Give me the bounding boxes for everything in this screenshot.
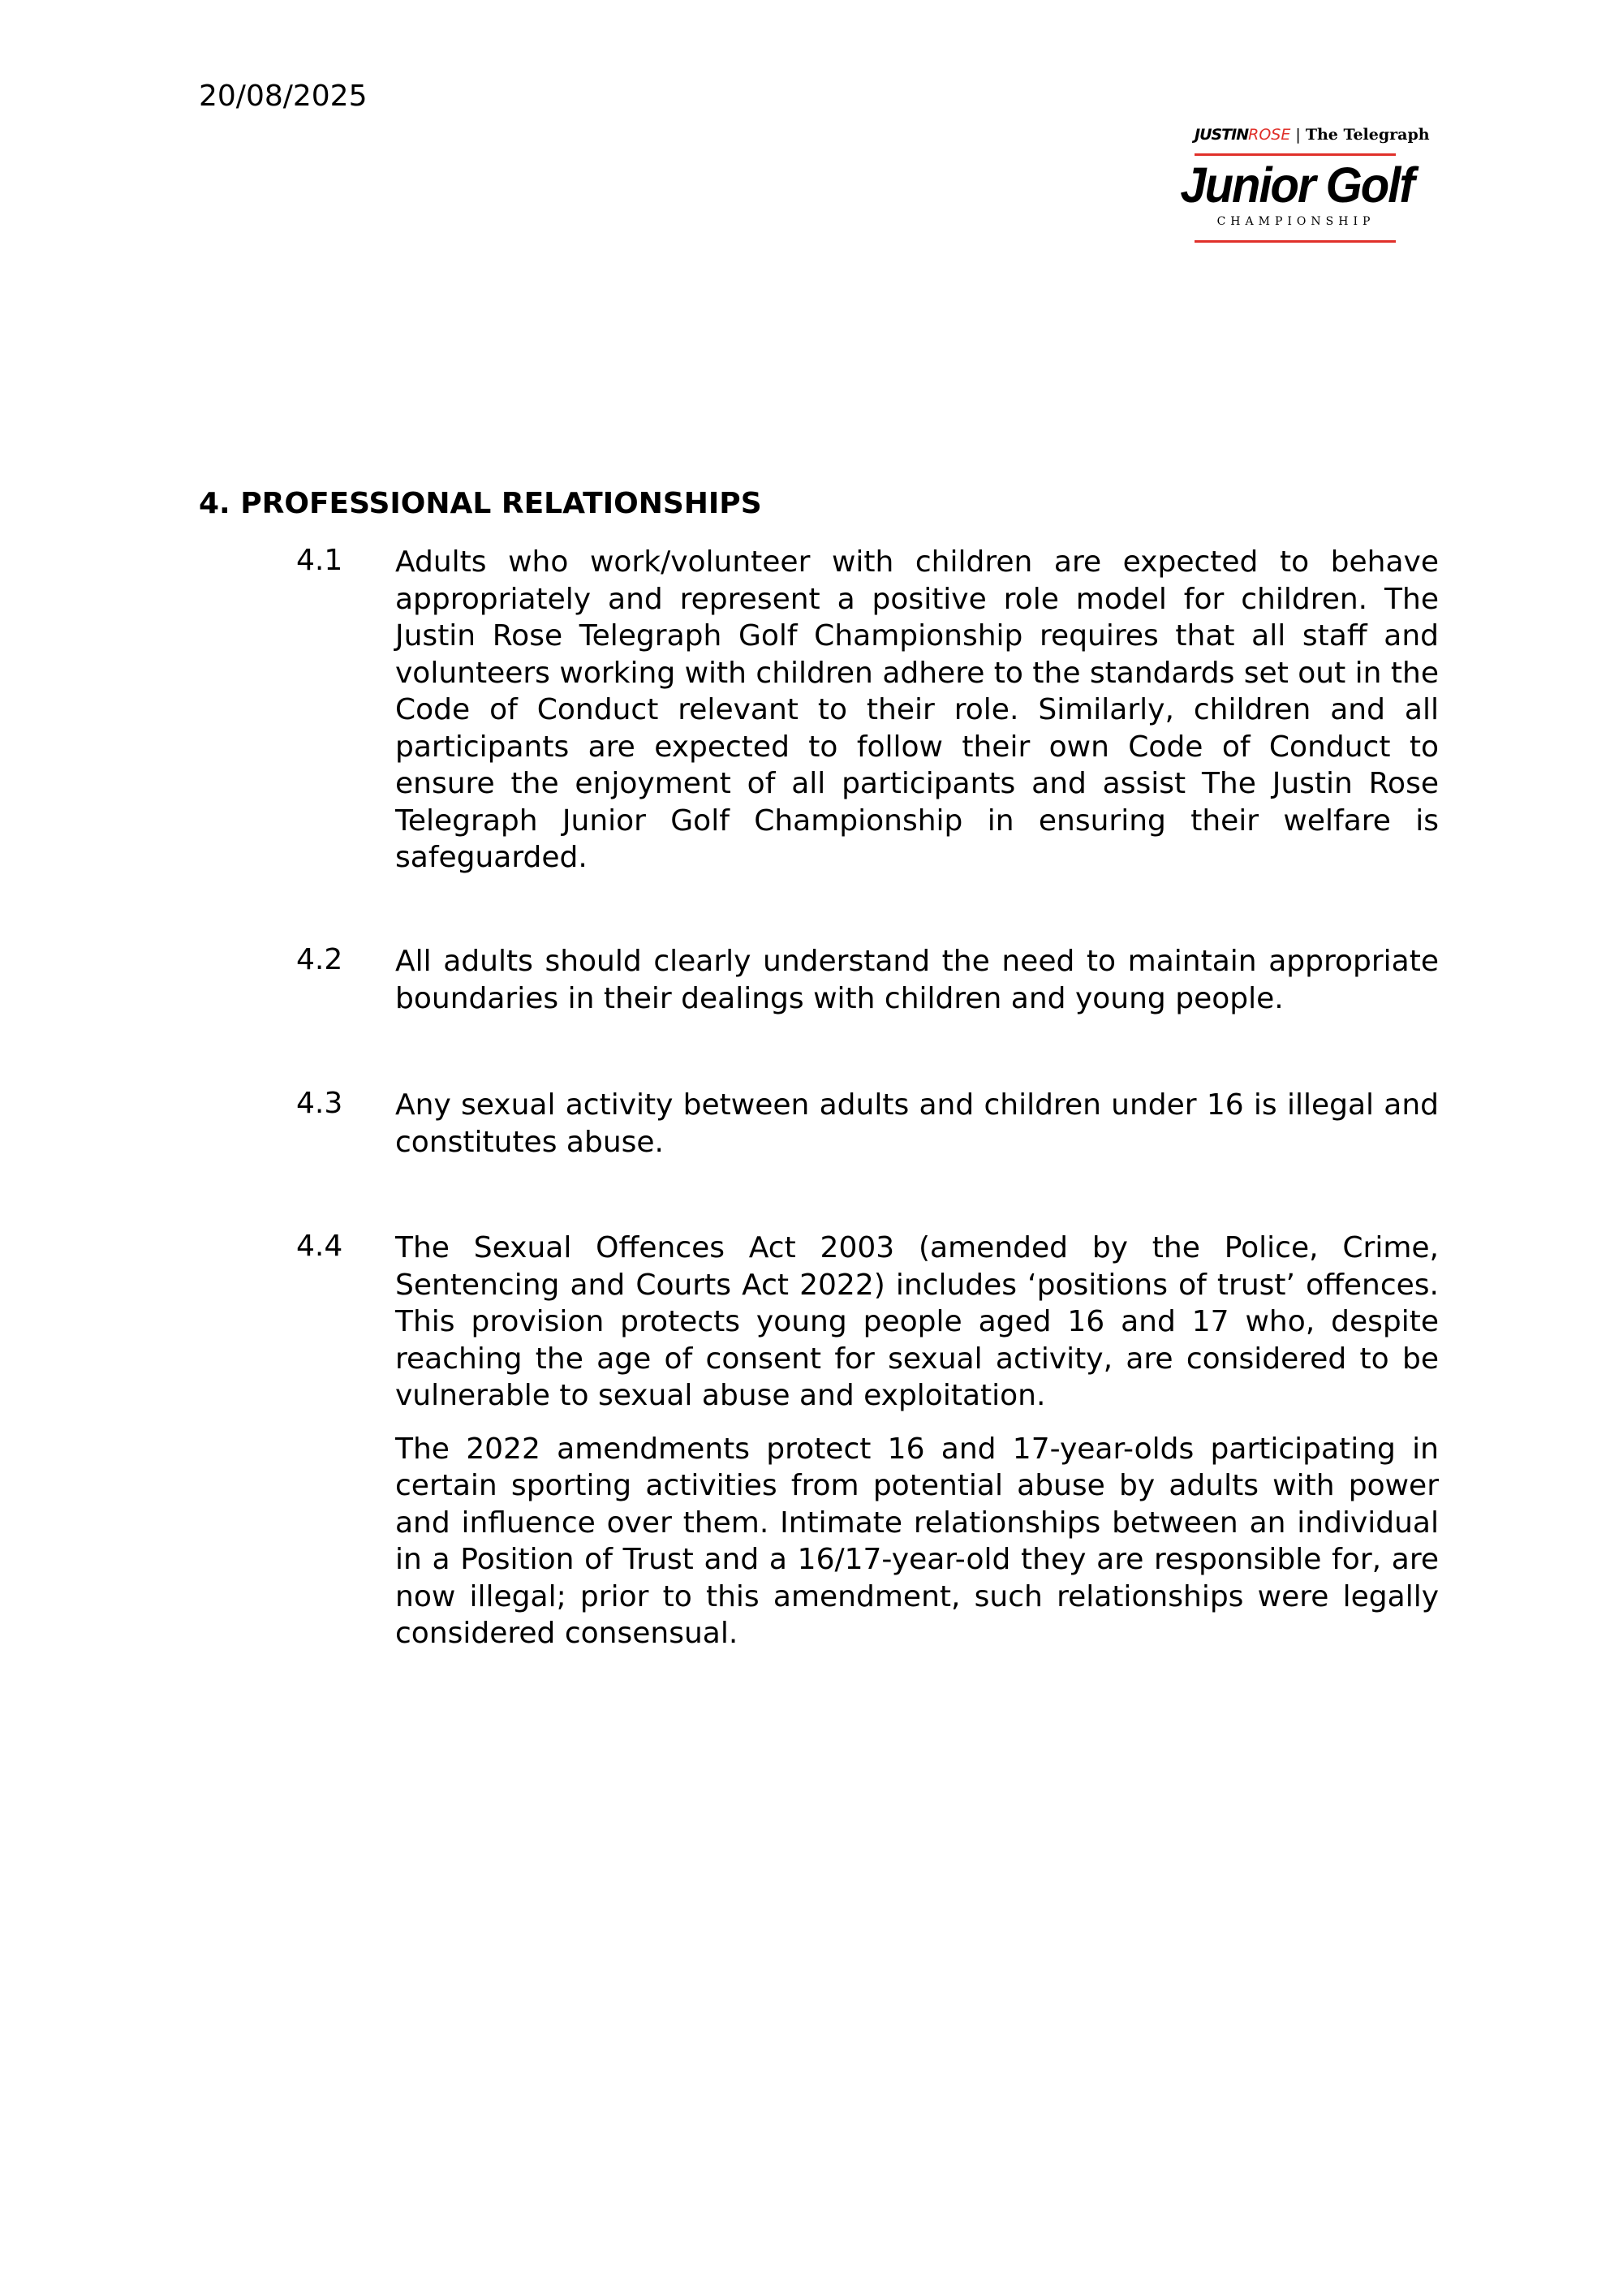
logo-top-rule [1195,153,1396,156]
logo-subtitle: CHAMPIONSHIP [1216,215,1375,228]
clause-text-continued: The 2022 amendments protect 16 and 17-year-olds participating in certain sporting activities from potential abuse by adults with power and influence over them. Intimate relationships between an individual in a Position of Trust and a 16/17-year-old they are responsible for, are now illegal; prior to this amendment, such relationships were legally considered consensual. [395,1432,1439,1650]
logo-separator: | [1295,126,1301,144]
clause-4-2 [296,943,1439,1017]
clause-text: All adults should clearly understand the need to maintain appropriate boundaries in their dealings with children and young people. [395,945,1439,1015]
logo-telegraph-text: The Telegraph [1305,126,1430,144]
logo-sponsors [1195,126,1430,144]
logo-title: Junior Golf [1180,157,1414,213]
clause-number: 4.3 [296,1087,343,1120]
clause-text: The Sexual Offences Act 2003 (amended by the Police, Crime, Sentencing and Courts Act 2022) includes ‘positions of trust’ offences. This provision protects young people aged 16 and 17 who, despite reaching the age of consent for sexual activity, are considered to be vulnerable to sexual abuse and exploitation. [395,1231,1439,1412]
logo-justin-text: JUSTIN [1195,126,1249,144]
clause-number: 4.4 [296,1230,343,1263]
document-date: 20/08/2025 [199,80,368,113]
logo-bottom-rule [1195,240,1396,243]
logo-rose-text: ROSE [1248,126,1291,144]
junior-golf-championship-logo [1175,126,1430,248]
clause-number: 4.1 [296,544,343,577]
clause-4-4 [296,1230,1439,1652]
clause-text: Any sexual activity between adults and children under 16 is illegal and constitutes abuse. [395,1088,1439,1159]
clause-4-3 [296,1087,1439,1161]
section-heading: 4. PROFESSIONAL RELATIONSHIPS [199,487,762,520]
clause-text: Adults who work/volunteer with children are expected to behave appropriately and represent a positive role model for children. The Justin Rose Telegraph Golf Championship requires that all staff and volunteers working with children adhere to the standards set out in the Code of Conduct relevant to their role. Similarly, children and all participants are expected to follow their own Code of Conduct to ensure the enjoyment of all participants and assist The Justin Rose Telegraph Junior Golf Championship in ensuring their welfare is safeguarded. [395,545,1439,874]
clause-number: 4.2 [296,943,343,976]
clause-4-1 [296,544,1439,877]
